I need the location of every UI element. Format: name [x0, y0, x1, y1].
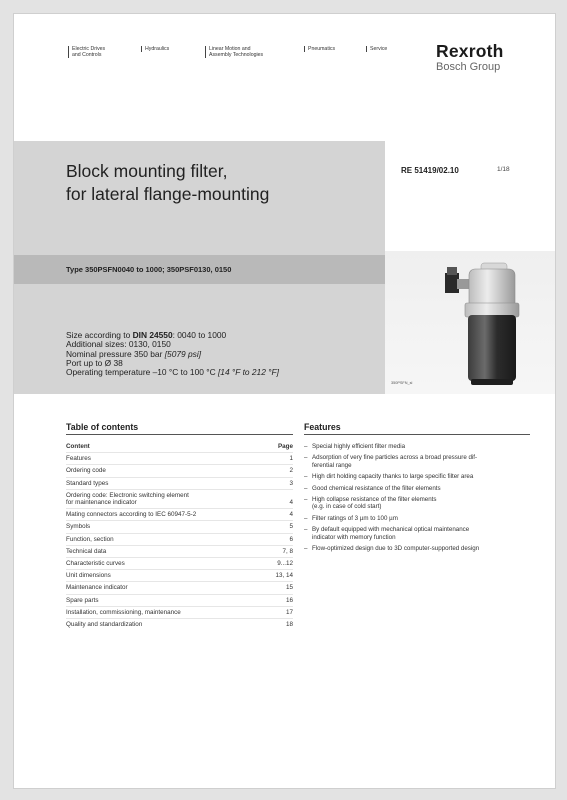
- toc-entry-page: 4: [289, 511, 293, 519]
- spec-temp-prefix: Operating temperature –10 °C to 100 °C: [66, 367, 218, 378]
- spec-size-prefix: Size according to: [66, 330, 133, 340]
- spec-temp-f: [14 °F to 212 °F]: [217, 367, 279, 378]
- logo-brand: Rexroth: [436, 41, 504, 61]
- rexroth-logo: [436, 42, 504, 73]
- nav-service[interactable]: Service: [366, 46, 410, 52]
- toc-heading: Table of contents: [66, 422, 293, 435]
- page-title: Block mounting filter, for lateral flange-mounting: [66, 161, 270, 204]
- features-heading: Features: [304, 422, 530, 435]
- toc-entry-title: Symbols: [66, 523, 91, 531]
- nav-hydraulics[interactable]: Hydraulics: [141, 46, 195, 52]
- document-number: RE 51419/02.10: [401, 166, 459, 175]
- spec-temperature: [66, 368, 279, 377]
- toc-entry-page: 18: [285, 621, 293, 629]
- toc-entry-title: Maintenance indicator: [66, 584, 128, 592]
- toc-entry-title: Characteristic curves: [66, 560, 125, 568]
- toc-entry-page: 13, 14: [275, 572, 293, 580]
- toc-entry-title: Installation, commissioning, maintenance: [66, 608, 181, 616]
- toc-entry-title: Ordering code: [66, 467, 106, 475]
- toc-row[interactable]: [66, 489, 293, 508]
- toc-row[interactable]: [66, 569, 293, 581]
- toc-entry-page: 3: [289, 479, 293, 487]
- toc-entry-title: Spare parts: [66, 596, 99, 604]
- page-count: 1/18: [497, 166, 510, 173]
- spec-port: Port up to Ø 38: [66, 357, 123, 368]
- toc-entry-page: 5: [289, 523, 293, 531]
- spec-list: [66, 331, 279, 377]
- toc-entry-page: 17: [285, 608, 293, 616]
- features-list: [304, 443, 530, 552]
- toc-entry-page: 4: [289, 499, 293, 507]
- toc-entry-page: 15: [285, 584, 293, 592]
- toc-row[interactable]: [66, 452, 293, 464]
- toc-row[interactable]: [66, 581, 293, 593]
- toc-entry-title: Standard types: [66, 479, 109, 487]
- feature-item: – Good chemical resistance of the filter elements: [304, 485, 530, 492]
- spec-pressure-prefix: Nominal pressure 350 bar: [66, 348, 165, 359]
- toc-entry-page: 7, 8: [282, 547, 293, 555]
- spec-additional-sizes: Additional sizes: 0130, 0150: [66, 339, 171, 350]
- toc-entry-page: 2: [289, 467, 293, 475]
- toc-entry-title: Function, section: [66, 535, 114, 543]
- toc-row[interactable]: [66, 618, 293, 630]
- feature-item: – High collapse resistance of the filter elements (e.g. in case of cold start): [304, 496, 530, 511]
- toc-row[interactable]: [66, 557, 293, 569]
- toc-entry-page: 1: [289, 455, 293, 463]
- spec-size-suffix: : 0040 to 1000: [172, 330, 227, 340]
- toc-row[interactable]: [66, 464, 293, 476]
- feature-item: – By default equipped with mechanical optical maintenance indicator with memory function: [304, 526, 530, 541]
- toc-entry-title: Unit dimensions: [66, 572, 111, 580]
- feature-item: – Special highly efficient filter media: [304, 443, 530, 450]
- nav-electric-drives[interactable]: Electric Drives and Controls: [68, 46, 136, 58]
- features-section: [304, 422, 530, 556]
- table-of-contents: [66, 422, 293, 630]
- toc-col-content: Content: [66, 443, 90, 450]
- toc-col-page: Page: [277, 443, 293, 450]
- toc-header-row: [66, 443, 293, 450]
- filter-product-photo: [385, 251, 555, 394]
- toc-entry-title: Features: [66, 455, 91, 463]
- toc-entry-page: 9...12: [277, 560, 293, 568]
- toc-entry-page: 16: [285, 596, 293, 604]
- toc-row[interactable]: [66, 533, 293, 545]
- feature-item: – Adsorption of very fine particles across a broad pressure dif- ferential range: [304, 454, 530, 469]
- spec-size-standard: DIN 24550: [132, 330, 173, 340]
- toc-row[interactable]: [66, 594, 293, 606]
- spec-pressure-psi: [5079 psi]: [164, 348, 202, 359]
- toc-entry-title: Quality and standardization: [66, 621, 143, 629]
- toc-row[interactable]: [66, 545, 293, 557]
- toc-entry-title: Ordering code: Electronic switching element for maintenance indicator: [66, 491, 189, 507]
- feature-item: – High dirt holding capacity thanks to large specific filter area: [304, 473, 530, 480]
- toc-row[interactable]: [66, 606, 293, 618]
- toc-entry-title: Mating connectors according to IEC 60947-5-2: [66, 511, 197, 519]
- feature-item: – Filter ratings of 3 µm to 100 µm: [304, 515, 530, 522]
- nav-pneumatics[interactable]: Pneumatics: [304, 46, 358, 52]
- toc-entry-title: Technical data: [66, 547, 107, 555]
- toc-entry-page: 6: [289, 535, 293, 543]
- logo-group: Bosch Group: [436, 61, 501, 73]
- toc-row[interactable]: [66, 508, 293, 520]
- feature-item: – Flow-optimized design due to 3D computer-supported design: [304, 545, 530, 552]
- filter-illustration: [385, 251, 555, 394]
- photo-caption: 350PSFN_sl: [391, 381, 413, 385]
- document-page: [13, 13, 556, 789]
- toc-row[interactable]: [66, 520, 293, 532]
- nav-linear-motion[interactable]: Linear Motion and Assembly Technologies: [205, 46, 297, 58]
- toc-row[interactable]: [66, 477, 293, 489]
- type-designation: Type 350PSFN0040 to 1000; 350PSF0130, 0150: [66, 265, 232, 274]
